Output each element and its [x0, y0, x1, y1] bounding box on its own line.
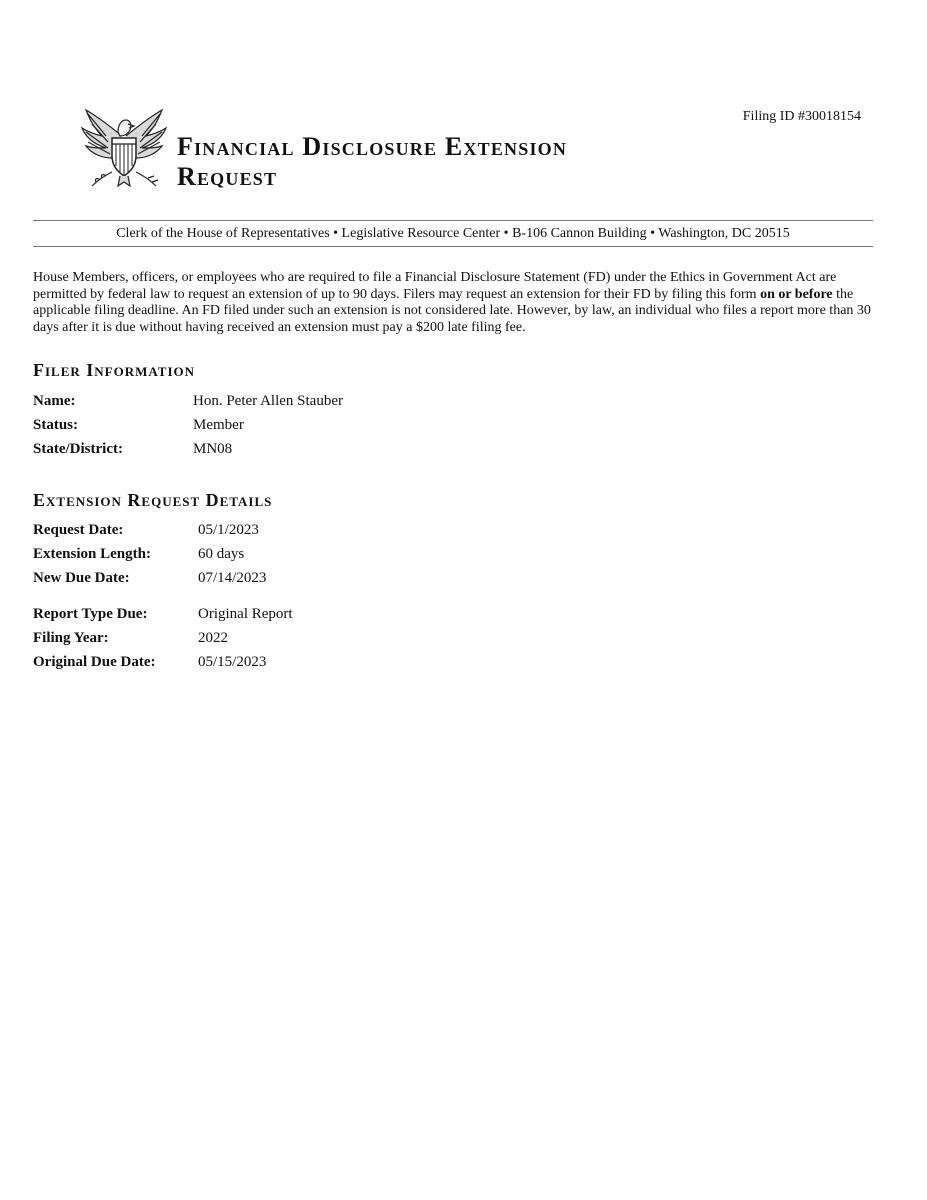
field-label: Request Date:: [33, 522, 124, 538]
field-label: New Due Date:: [33, 570, 130, 586]
request-date-row: [33, 518, 266, 542]
document-title: [177, 132, 797, 192]
header-divider-top: [33, 220, 873, 221]
filer-status-row: [33, 413, 343, 437]
new-due-date-value: 07/14/2023: [198, 570, 267, 586]
filer-status-value: Member: [193, 417, 244, 433]
original-due-date-row: [33, 650, 293, 674]
house-seal-icon: [78, 106, 170, 190]
filing-id: Filing ID #30018154: [742, 109, 861, 124]
field-label: Original Due Date:: [33, 654, 156, 670]
new-due-date-row: [33, 566, 266, 590]
filer-name-value: Hon. Peter Allen Stauber: [193, 393, 343, 409]
field-label: Report Type Due:: [33, 606, 148, 622]
report-type-value: Original Report: [198, 606, 293, 622]
intro-text-part1: House Members, officers, or employees who are required to file a Financial Disclosure Statement (FD) under the Ethics in Government Act are permitted by federal law to request an extension of up to 90 days. Filers may request an extension for their FD by filing this form: [33, 270, 837, 302]
field-label: Extension Length:: [33, 546, 151, 562]
extension-details-list: [33, 518, 266, 590]
filer-district-value: MN08: [193, 441, 233, 457]
filing-year-value: 2022: [198, 630, 228, 646]
filing-year-row: [33, 626, 293, 650]
clerk-address: Clerk of the House of Representatives • Legislative Resource Center • B-106 Cannon Building • Washington, DC 20515: [116, 226, 790, 241]
filer-district-row: [33, 437, 343, 461]
field-label: Filing Year:: [33, 630, 109, 646]
field-label: Status:: [33, 417, 79, 433]
extension-details-heading: Extension Request Details: [33, 490, 273, 510]
filer-information-list: [33, 389, 343, 461]
intro-text-part2: the applicable filing deadline. An FD filed under such an extension is not considered late. However, by law, an individual who files a report more than 30 days after it is due without having received an extension must pay a $200 late filing fee.: [33, 286, 871, 335]
header-divider-bottom: [33, 246, 873, 247]
document-title-line1: Financial Disclosure Extension: [177, 132, 568, 161]
filer-information-heading: Filer Information: [33, 360, 196, 380]
extension-length-row: [33, 542, 266, 566]
original-due-date-value: 05/15/2023: [198, 654, 267, 670]
extension-length-value: 60 days: [198, 546, 245, 562]
filer-name-row: [33, 389, 343, 413]
report-details-list: [33, 602, 293, 674]
intro-text-bold: on or before: [760, 286, 833, 302]
document-title-line2: Request: [177, 162, 278, 191]
field-label: State/District:: [33, 441, 123, 457]
intro-paragraph: [33, 270, 878, 336]
request-date-value: 05/1/2023: [198, 522, 259, 538]
field-label: Name:: [33, 393, 76, 409]
report-type-row: [33, 602, 293, 626]
